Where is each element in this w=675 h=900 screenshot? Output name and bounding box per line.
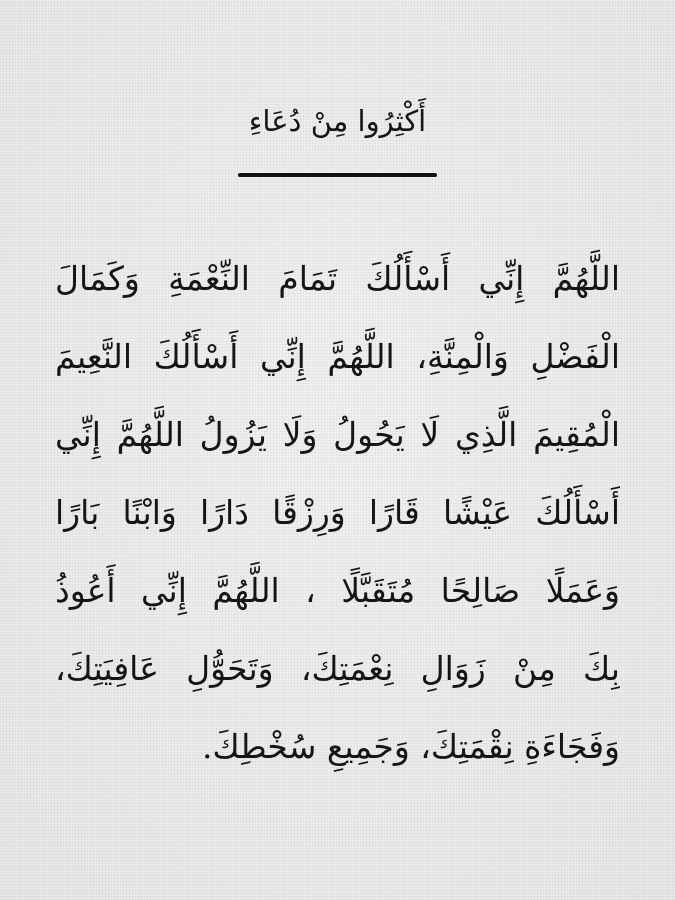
text-line-5: وَعَمَلًا صَالِحًا مُتَقَبَّلًا ، اللَّهُمَّ إِنِّي أَعُوذُ bbox=[55, 571, 620, 610]
text-line-3: الْمُقِيمَ الَّذِي لَا يَحُولُ وَلَا يَزُولُ اللَّهُمَّ إِنِّي bbox=[55, 415, 620, 454]
text-line-7: وَفَجَاءَةِ نِقْمَتِكَ، وَجَمِيعِ سُخْطِكَ. bbox=[202, 727, 620, 766]
text-line-4: أَسْأَلُكَ عَيْشًا قَارًا وَرِزْقًا دَارًا وَابْنًا بَارًا bbox=[55, 493, 620, 532]
text-line-6: بِكَ مِنْ زَوَالِ نِعْمَتِكَ، وَتَحَوُّلِ عَافِيَتِكَ، bbox=[55, 649, 620, 688]
text-line-2: الْفَضْلِ وَالْمِنَّةِ، اللَّهُمَّ إِنِّي أَسْأَلُكَ النَّعِيمَ bbox=[55, 337, 620, 376]
title-divider bbox=[238, 173, 437, 177]
page-title: أَكْثِرُوا مِنْ دُعَاءِ bbox=[248, 104, 427, 138]
dua-text bbox=[55, 240, 620, 786]
text-line-1: اللَّهُمَّ إِنِّي أَسْأَلُكَ تَمَامَ النِّعْمَةِ وَكَمَالَ bbox=[55, 259, 620, 298]
